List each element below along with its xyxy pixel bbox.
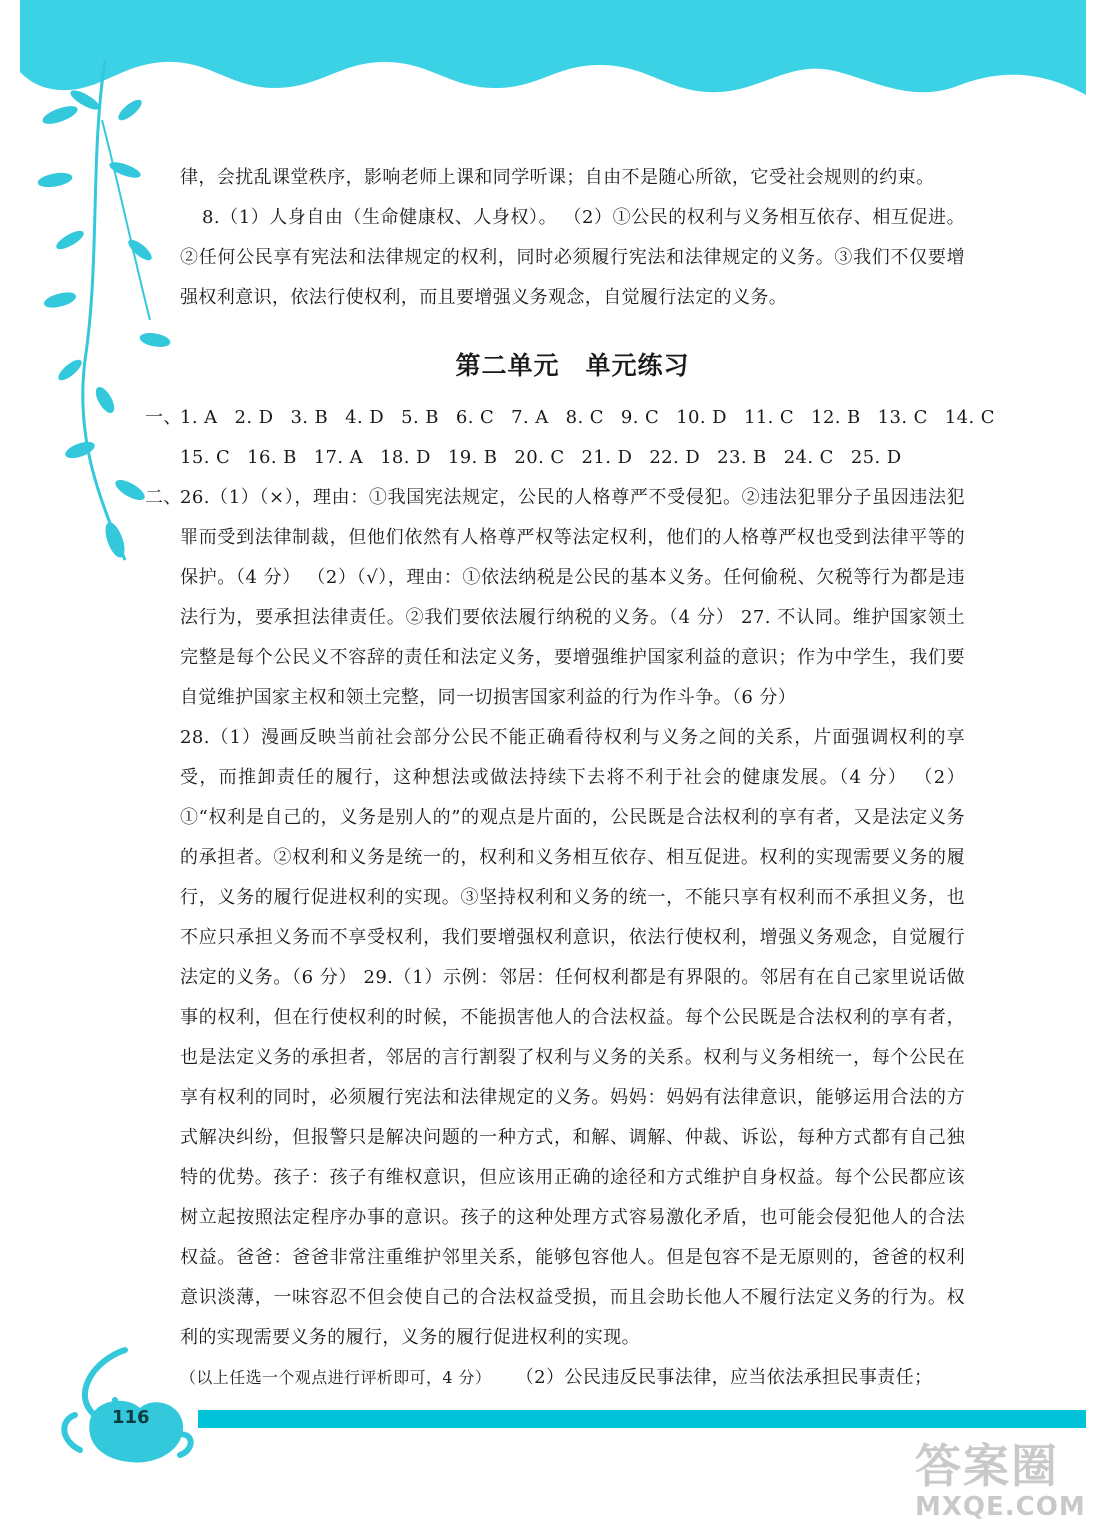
watermark-url: MXQE.COM [915, 1492, 1086, 1522]
answer-item: 16. B [247, 447, 297, 468]
answer-item: 7. A [511, 407, 549, 428]
answer-item: 15. C [180, 447, 231, 468]
answer-item: 17. A [313, 447, 364, 468]
answer-item: 8. C [565, 407, 604, 428]
section-2-mark: 二、 [145, 487, 182, 508]
answer-item: 2. D [234, 407, 274, 428]
answer-item: 12. B [811, 407, 861, 428]
page-number: 116 [112, 1407, 150, 1428]
answer-26-27: 26.（1）（×），理由：①我国宪法规定，公民的人格尊严不受侵犯。②违法犯罪分子虽因违法犯罪而受到法律制裁，但他们依然有人格尊严权等法定权利，他们的人格尊严权也受到法律平等的保护。（4 分） （2）（√），理由：①依法纳税是公民的基本义务。任何偷税、欠税等行为都是违法行为，要承担法律责任。②我们要依法履行纳税的义务。（4 分） 27. 不认同。维护国家领土完整是每个公民义不容辞的责任和法定义务，要增强维护国家利益的意识；作为中学生，我们要自觉维护国家主权和领土完整，同一切损害国家利益的行为作斗争。（6 分） [180, 487, 965, 708]
scoring-note: （以上任选一个观点进行评析即可，4 分） [180, 1368, 492, 1387]
bottom-accent-bar [198, 1410, 1086, 1428]
intro-line: 律，会扰乱课堂秩序，影响老师上课和同学听课；自由不是随心所欲，它受社会规则的约束。 [180, 167, 935, 188]
answer-28-29: 28.（1）漫画反映当前社会部分公民不能正确看待权利与义务之间的关系，片面强调权利的享受，而推卸责任的履行，这种想法或做法持续下去将不利于社会的健康发展。（4 分） （2）①“权利是自己的，义务是别人的”的观点是片面的，公民既是合法权利的享有者，又是法定义务的承担者。②权利和义务是统一的，权利和义务相互依存、相互促进。权利的实现需要义务的履行，义务的履行促进权利的实现。③坚持权利和义务的统一，不能只享有权利而不承担义务，也不应只承担义务而不享受权利，我们要增强权利意识，依法行使权利，增强义务观念，自觉履行法定的义务。（6 分） 29.（1）示例：邻居：任何权利都是有界限的。邻居有在自己家里说话做事的权利，但在行使权利的时候，不能损害他人的合法权益。每个公民既是合法权利的享有者，也是法定义务的承担者，邻居的言行割裂了权利与义务的关系。权利与义务相统一，每个公民在享有权利的同时，必须履行宪法和法律规定的义务。妈妈：妈妈有法律意识，能够运用合法的方式解决纠纷，但报警只是解决问题的一种方式，和解、调解、仲裁、诉讼，每种方式都有自己独特的优势。孩子：孩子有维权意识，但应该用正确的途径和方式维护自身权益。每个公民都应该树立起按照法定程序办事的意识。孩子的这种处理方式容易激化矛盾，也可能会侵犯他人的合法权益。爸爸：爸爸非常注重维护邻里关系，能够包容他人。但是包容不是无原则的，爸爸的权利意识淡薄，一味容忍不但会使自己的合法权益受损，而且会助长他人不履行法定义务的行为。权利的实现需要义务的履行，义务的履行促进权利的实现。 [180, 727, 965, 1348]
answer-item: 13. C [877, 407, 928, 428]
answer-item: 11. C [743, 407, 795, 428]
answer-item: 22. D [649, 447, 701, 468]
section-1-mark: 一、 [145, 407, 182, 428]
answer-row-1 [180, 398, 995, 438]
answer-29-tail [180, 1358, 965, 1398]
answer-item: 10. D [676, 407, 727, 428]
answer-item: 9. C [620, 407, 660, 428]
answer-item: 14. C [944, 407, 995, 428]
section-essay [145, 478, 965, 1398]
answer-item: 5. B [401, 407, 439, 428]
unit-title: 第二单元 单元练习 [455, 351, 690, 380]
answer-item: 3. B [290, 407, 329, 428]
answer-item: 1. A [180, 407, 218, 428]
answer-item: 6. C [455, 407, 495, 428]
bottom-swirl-decoration [55, 1340, 200, 1470]
answer-item: 4. D [345, 407, 385, 428]
answer-item: 19. B [447, 447, 498, 468]
answer-item: 21. D [581, 447, 633, 468]
answer-29-part-2: （2）公民违反民事法律，应当依法承担民事责任； [515, 1367, 933, 1388]
question-8-answer: 8.（1）人身自由（生命健康权、人身权）。 （2）①公民的权利与义务相互依存、相互促进。②任何公民享有宪法和法律规定的权利，同时必须履行宪法和法律规定的义务。③我们不仅要增强权利意识，依法行使权利，而且要增强义务观念，自觉履行法定的义务。 [180, 207, 965, 308]
answer-item: 24. C [783, 447, 834, 468]
answer-item: 23. B [717, 447, 767, 468]
watermark-title: 答案圈 [915, 1439, 1059, 1493]
answer-item: 20. C [514, 447, 565, 468]
answer-item: 18. D [380, 447, 431, 468]
answer-content [145, 158, 995, 1398]
section-multiple-choice [145, 398, 995, 478]
site-watermark [915, 1440, 1095, 1536]
answer-item: 25. D [850, 447, 902, 468]
answer-row-2 [180, 438, 965, 478]
